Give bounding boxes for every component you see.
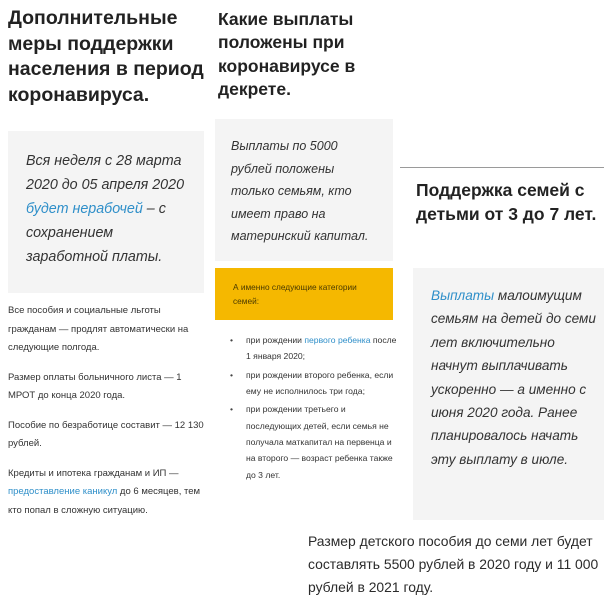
highlight-text: А именно следующие категории семей: (233, 282, 357, 307)
link-nonworking[interactable]: будет нерабочей (26, 201, 143, 218)
quote-box-nonworking-week (8, 131, 204, 293)
note-text: до 6 месяцев, тем кто попал в сложную ситуацию. (8, 486, 201, 516)
section-title-maternity-payments: Какие выплаты положены при коронавирусе в декрете. (218, 9, 356, 99)
section-title-families-3-7: Поддержка семей с детьми от 3 до 7 лет. (416, 180, 597, 225)
support-notes-list (8, 302, 208, 531)
link-payments[interactable]: Выплаты (431, 288, 495, 303)
list-item (228, 401, 398, 483)
list-item (228, 367, 398, 400)
quote-box-5000-payments (215, 119, 393, 261)
link-credit-holidays[interactable]: предоставление каникул (8, 486, 118, 498)
note-text: Кредиты и ипотека гражданам и ИП — (8, 467, 179, 479)
child-benefit-amount-note: Размер детского пособия до семи лет будет составлять 5500 рублей в 2020 году и 11 000 рублей в 2021 году. (308, 533, 599, 595)
list-item-text: при рождении третьего и последующих детей, если семья не получала маткапитал на первенца и на второго — возраст ребенка также до 3 лет. (246, 404, 393, 480)
link-first-child[interactable]: первого ребенка (304, 335, 371, 345)
note-unemployment: Пособие по безработице составит — 12 130 рублей. (8, 419, 204, 450)
quote-text-low-income-payments (431, 284, 596, 471)
list-item-text: при рождении (246, 335, 305, 345)
quote-box-low-income-payments (413, 268, 604, 520)
quote-text: – с сохранением заработной платы. (26, 201, 166, 266)
highlight-box-categories (215, 268, 393, 320)
list-item-text: после 1 января 2020; (246, 335, 397, 362)
divider (400, 167, 604, 168)
section-title-support-measures: Дополнительные меры поддержки населения в период коронавируса. (8, 7, 204, 107)
quote-text: малоимущим семьям на детей до семи лет включительно начнут выплачивать ускоренно — а именно с июня 2020 года. Ранее планировалось начать эту выплату в июле. (431, 288, 596, 467)
quote-text: Вся неделя с 28 марта 2020 до 05 апреля 2020 (26, 153, 185, 194)
quote-text-5000-payments: Выплаты по 5000 рублей положены только семьям, кто имеет право на материнский капитал. (231, 139, 369, 243)
note-benefits-extended: Все пособия и социальные льготы гражданам — продлят автоматически на следующие полгода. (8, 305, 189, 354)
family-categories-list (228, 332, 398, 485)
list-item-text: при рождении второго ребенка, если ему не исполнилось три года; (246, 369, 394, 396)
note-sick-leave: Размер оплаты больничного листа — 1 МРОТ до конца 2020 года. (8, 371, 182, 402)
note-credit-holidays (8, 465, 208, 521)
quote-text-nonworking-week (26, 149, 198, 269)
list-item (228, 332, 398, 365)
